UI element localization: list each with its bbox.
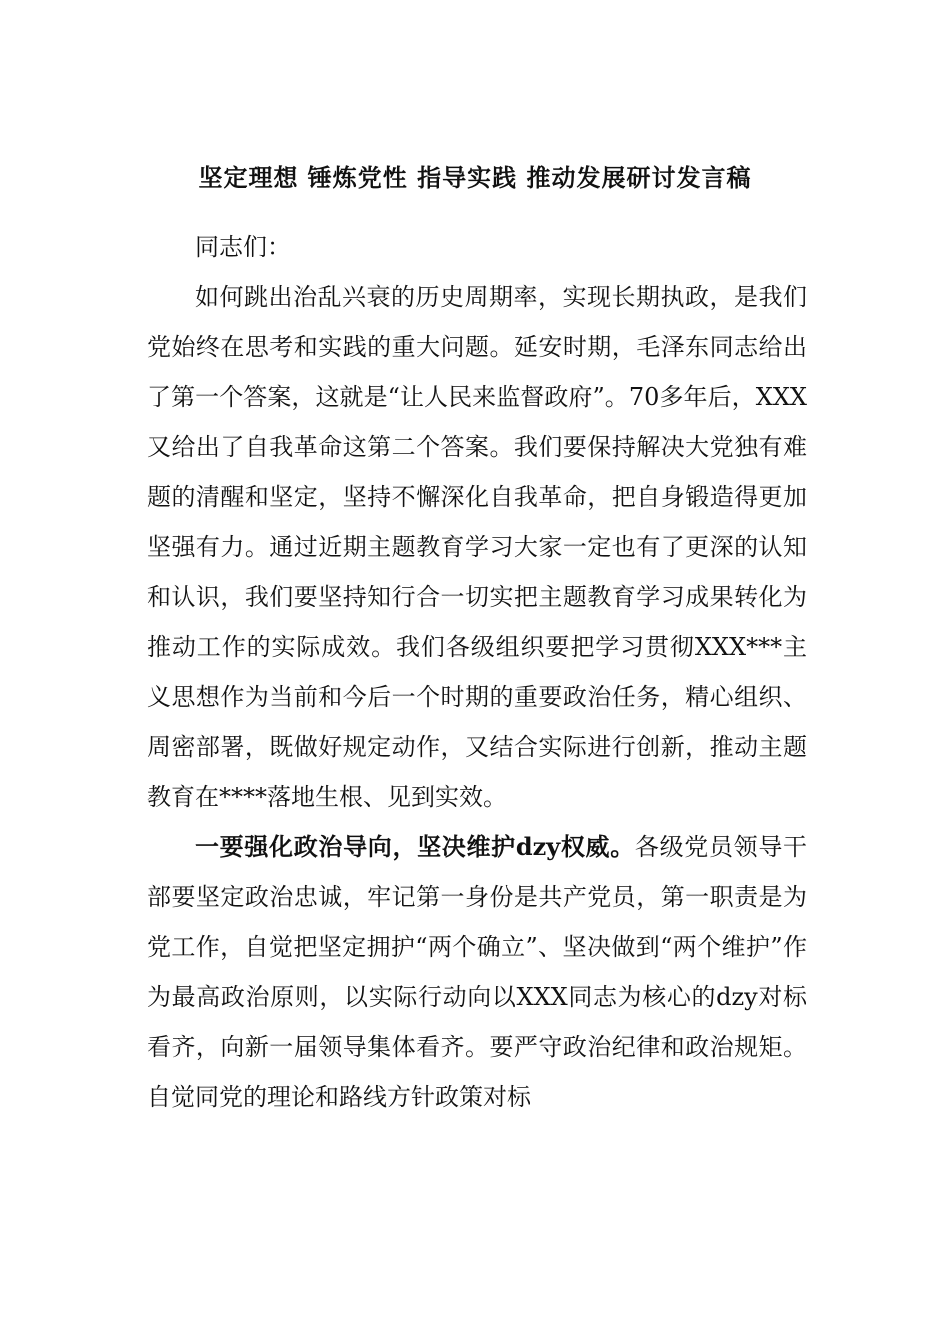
paragraph-2-lead: 一要强化政治导向，坚决维护dzy权威。 — [195, 832, 635, 861]
document-title: 坚定理想 锤炼党性 指导实践 推动发展研讨发言稿 — [198, 163, 752, 192]
document-body — [147, 222, 807, 1122]
paragraph-2 — [147, 822, 807, 1122]
paragraph-2-body: 各级党员领导干部要坚定政治忠诚，牢记第一身份是共产党员，第一职责是为党工作，自觉把坚定拥护“两个确立”、坚决做到“两个维护”作为最高政治原则，以实际行动向以XXX同志为核心的dzy对标看齐，向新一届领导集体看齐。要严守政治纪律和政治规矩。自觉同党的理论和路线方针政策对标 — [147, 833, 808, 1111]
salutation: 同志们： — [195, 233, 291, 261]
paragraph-1: 如何跳出治乱兴衰的历史周期率，实现长期执政，是我们党始终在思考和实践的重大问题。延安时期，毛泽东同志给出了第一个答案，这就是“让人民来监督政府”。70多年后，XXX又给出了自我革命这第二个答案。我们要保持解决大党独有难题的清醒和坚定，坚持不懈深化自我革命，把自身锻造得更加坚强有力。通过近期主题教育学习大家一定也有了更深的认知和认识，我们要坚持知行合一切实把主题教育学习成果转化为推动工作的实际成效。我们各级组织要把学习贯彻XXX***主义思想作为当前和今后一个时期的重要政治任务，精心组织、周密部署，既做好规定动作，又结合实际进行创新，推动主题教育在****落地生根、见到实效。 — [147, 283, 807, 811]
